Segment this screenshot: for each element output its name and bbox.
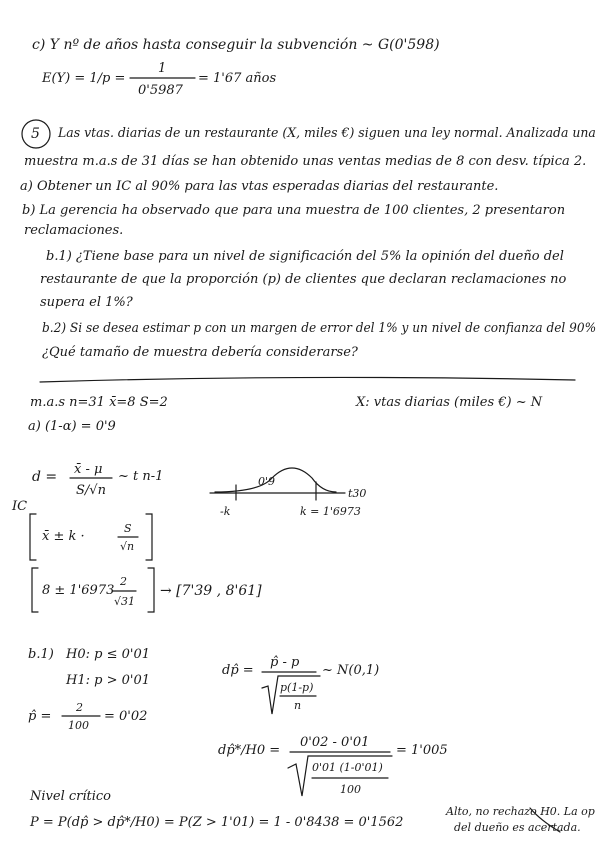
bell-center-label: 0'9	[258, 475, 276, 488]
pivot-lhs: d =	[32, 469, 58, 485]
interval-values-den: √31	[114, 595, 136, 608]
bell-dist-label: t30	[348, 487, 367, 500]
p-value-equation: P = P(dp̂ > dp̂*/H0) = P(Z > 1'01) = 1 - 0'8438 = 0'1562	[30, 815, 404, 830]
sample-data: m.a.s n=31 x̄=8 S=2	[30, 395, 168, 410]
interval-formula-den: √n	[120, 540, 135, 553]
problem-part-b1: restaurante de que la proporción (p) de clientes que declaran reclamaciones no	[40, 272, 567, 287]
problem-part-b: b) La gerencia ha observado que para una muestra de 100 clientes, 2 presentaron	[22, 203, 566, 218]
interval-formula: x̄ ± k ·	[42, 529, 85, 544]
bracket-right	[148, 568, 154, 612]
problem-part-b: reclamaciones.	[24, 223, 124, 238]
observed-stat-result: = 1'005	[396, 743, 448, 758]
observed-stat-lhs: dp̂*/H0 =	[218, 743, 281, 758]
test-stat-lhs: dp̂ =	[222, 663, 254, 678]
part-c-question: c) Y nº de años hasta conseguir la subvención ~ G(0'598)	[32, 37, 440, 53]
problem-text-line: Las vtas. diarias de un restaurante (X, miles €) siguen una ley normal. Analizada una	[58, 126, 596, 141]
expectation-result: = 1'67 años	[198, 71, 277, 86]
phat-den: 100	[68, 719, 89, 732]
problem-part-b2: b.2) Si se desea estimar p con un margen de error del 1% y un nivel de confianza del 90%	[42, 321, 597, 336]
alt-hypothesis: H1: p > 0'01	[66, 673, 150, 688]
interval-result: → [7'39 , 8'61]	[160, 583, 262, 599]
b1-label: b.1)	[28, 647, 54, 662]
fraction-denominator: 0'5987	[138, 83, 183, 98]
phat-label: p̂ =	[28, 709, 52, 724]
problem-part-a: a) Obtener un IC al 90% para las vtas esperadas diarias del restaurante.	[20, 179, 499, 194]
null-hypothesis: H0: p ≤ 0'01	[66, 647, 150, 662]
bracket-left	[32, 568, 38, 612]
test-stat-dist: ~ N(0,1)	[322, 663, 380, 678]
pivot-denominator: S/√n	[76, 483, 106, 498]
bell-curve	[215, 468, 336, 492]
confidence-level: a) (1-α) = 0'9	[28, 419, 116, 434]
problem-number: 5	[31, 126, 40, 142]
expectation-label: E(Y) = 1/p =	[42, 71, 126, 86]
interval-values-num: 2	[120, 575, 127, 588]
problem-text-line: muestra m.a.s de 31 días se han obtenido unas ventas medias de 8 con desv. típica 2.	[24, 154, 587, 169]
problem-part-b1: supera el 1%?	[40, 295, 133, 310]
interval-values: 8 ± 1'6973	[42, 583, 115, 598]
bracket-right	[146, 514, 152, 560]
bell-left-label: -k	[220, 505, 231, 518]
phat-result: = 0'02	[104, 709, 148, 724]
problem-part-b1: b.1) ¿Tiene base para un nivel de significación del 5% la opinión del dueño del	[46, 249, 564, 264]
pivot-numerator: x̄ - μ	[74, 462, 103, 477]
interval-formula-num: S	[124, 522, 132, 535]
problem-part-b2: ¿Qué tamaño de muestra debería considerarse?	[42, 345, 358, 360]
test-stat-num: p̂ - p	[270, 655, 300, 670]
test-stat-den: p(1-p)	[280, 681, 314, 694]
separator-line	[40, 377, 575, 382]
variable-definition: X: vtas diarias (miles €) ~ N	[356, 395, 543, 410]
conclusion-line: Alto, no rechazo H0. La op	[446, 805, 595, 818]
observed-stat-num: 0'02 - 0'01	[300, 735, 370, 750]
test-stat-n: n	[294, 699, 302, 712]
critical-level-label: Nivel crítico	[30, 789, 112, 804]
bracket-left	[30, 514, 36, 560]
observed-stat-den: 0'01 (1-0'01)	[312, 761, 383, 774]
interval-label: IC	[12, 499, 28, 514]
conclusion-line: del dueño es acertada.	[454, 821, 581, 834]
fraction-numerator: 1	[158, 61, 167, 76]
bell-right-label: k = 1'6973	[300, 505, 361, 518]
observed-stat-n: 100	[340, 783, 361, 796]
phat-num: 2	[76, 701, 83, 714]
pivot-distribution: ~ t n-1	[118, 469, 164, 484]
